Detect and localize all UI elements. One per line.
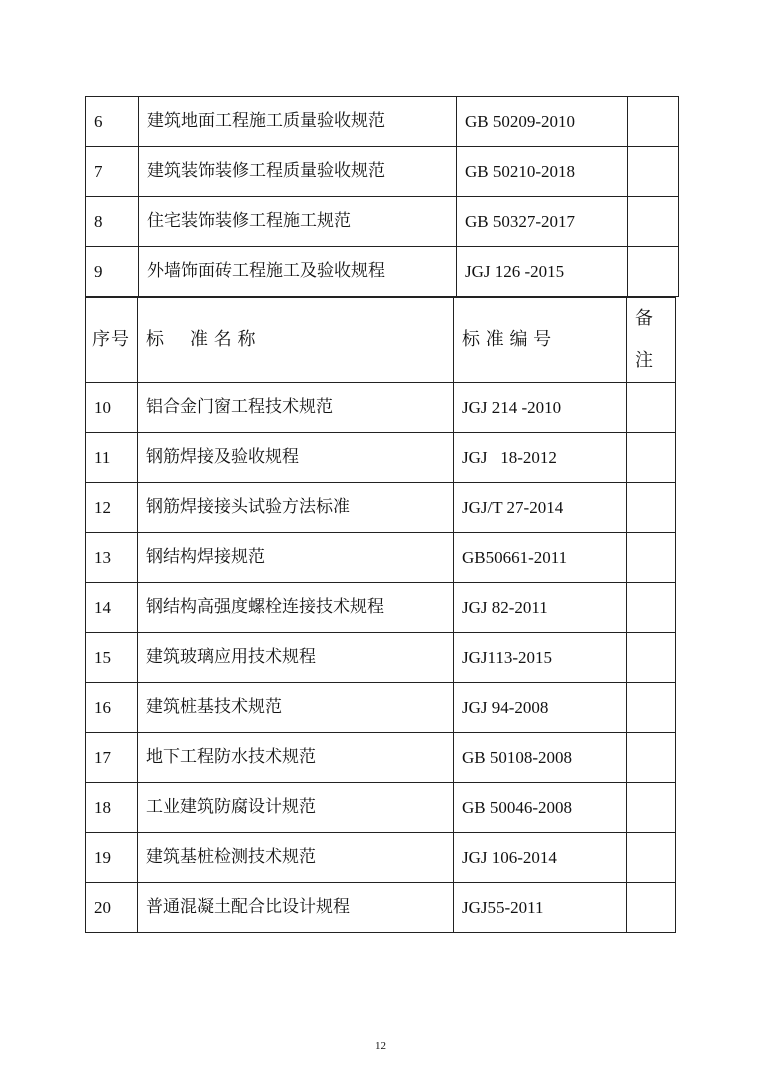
note-cell [627, 383, 676, 433]
standard-code: GB 50046-2008 [454, 783, 627, 833]
row-number: 20 [86, 883, 138, 933]
table-row [86, 733, 676, 783]
row-number: 12 [86, 483, 138, 533]
note-cell [627, 533, 676, 583]
row-number: 18 [86, 783, 138, 833]
header-note-line1: 备 [635, 308, 653, 329]
row-number: 16 [86, 683, 138, 733]
note-cell [627, 433, 676, 483]
standard-code: JGJ 94-2008 [454, 683, 627, 733]
row-number: 7 [86, 147, 139, 197]
standard-name: 地下工程防水技术规范 [138, 733, 454, 783]
table-row [86, 483, 676, 533]
standard-name: 钢结构焊接规范 [138, 533, 454, 583]
standard-code: GB50661-2011 [454, 533, 627, 583]
standard-name: 建筑玻璃应用技术规程 [138, 633, 454, 683]
standard-code: GB 50327-2017 [457, 197, 628, 247]
table-row [86, 383, 676, 433]
table-header-row [86, 298, 676, 383]
row-number: 9 [86, 247, 139, 297]
note-cell [628, 97, 679, 147]
note-cell [627, 883, 676, 933]
standard-code: GB 50108-2008 [454, 733, 627, 783]
note-cell [627, 833, 676, 883]
table-row [86, 783, 676, 833]
table-row [86, 247, 679, 297]
standard-code: GB 50210-2018 [457, 147, 628, 197]
standard-name: 建筑桩基技术规范 [138, 683, 454, 733]
standard-name: 钢结构高强度螺栓连接技术规程 [138, 583, 454, 633]
standard-code: JGJ 18-2012 [454, 433, 627, 483]
table-row [86, 147, 679, 197]
standard-code: JGJ 214 -2010 [454, 383, 627, 433]
standard-code: JGJ113-2015 [454, 633, 627, 683]
row-number: 19 [86, 833, 138, 883]
standard-name: 普通混凝土配合比设计规程 [138, 883, 454, 933]
note-cell [628, 147, 679, 197]
note-cell [628, 247, 679, 297]
standard-code: JGJ 126 -2015 [457, 247, 628, 297]
row-number: 15 [86, 633, 138, 683]
header-serial-number: 序号 [86, 298, 138, 383]
note-cell [627, 733, 676, 783]
standard-name: 铝合金门窗工程技术规范 [138, 383, 454, 433]
standard-code: JGJ 82-2011 [454, 583, 627, 633]
standard-code: JGJ 106-2014 [454, 833, 627, 883]
row-number: 11 [86, 433, 138, 483]
table-row [86, 883, 676, 933]
table-row [86, 633, 676, 683]
note-cell [627, 633, 676, 683]
table-row [86, 197, 679, 247]
standard-name: 钢筋焊接及验收规程 [138, 433, 454, 483]
standard-code: GB 50209-2010 [457, 97, 628, 147]
note-cell [628, 197, 679, 247]
row-number: 13 [86, 533, 138, 583]
note-cell [627, 583, 676, 633]
table-row [86, 583, 676, 633]
standard-name: 外墙饰面砖工程施工及验收规程 [139, 247, 457, 297]
header-remarks [627, 298, 676, 383]
table-row [86, 433, 676, 483]
row-number: 17 [86, 733, 138, 783]
header-standard-code: 标 准 编 号 [454, 298, 627, 383]
standard-name: 建筑基桩检测技术规范 [138, 833, 454, 883]
standards-table [85, 297, 676, 933]
row-number: 6 [86, 97, 139, 147]
row-number: 14 [86, 583, 138, 633]
header-note-line2: 注 [635, 350, 653, 371]
standard-name: 建筑地面工程施工质量验收规范 [139, 97, 457, 147]
note-cell [627, 783, 676, 833]
standard-code: JGJ55-2011 [454, 883, 627, 933]
standard-name: 钢筋焊接接头试验方法标准 [138, 483, 454, 533]
header-standard-name [138, 298, 454, 383]
header-name-part1: 标 [146, 329, 164, 350]
standard-name: 工业建筑防腐设计规范 [138, 783, 454, 833]
table-row [86, 97, 679, 147]
row-number: 10 [86, 383, 138, 433]
row-number: 8 [86, 197, 139, 247]
header-name-part2: 准 名 称 [190, 329, 256, 350]
page-number: 12 [375, 1040, 386, 1052]
standard-name: 建筑装饰装修工程质量验收规范 [139, 147, 457, 197]
table-row [86, 833, 676, 883]
table-row [86, 533, 676, 583]
note-cell [627, 483, 676, 533]
note-cell [627, 683, 676, 733]
standard-name: 住宅装饰装修工程施工规范 [139, 197, 457, 247]
standards-table-continued [85, 96, 679, 297]
standard-code: JGJ/T 27-2014 [454, 483, 627, 533]
table-row [86, 683, 676, 733]
